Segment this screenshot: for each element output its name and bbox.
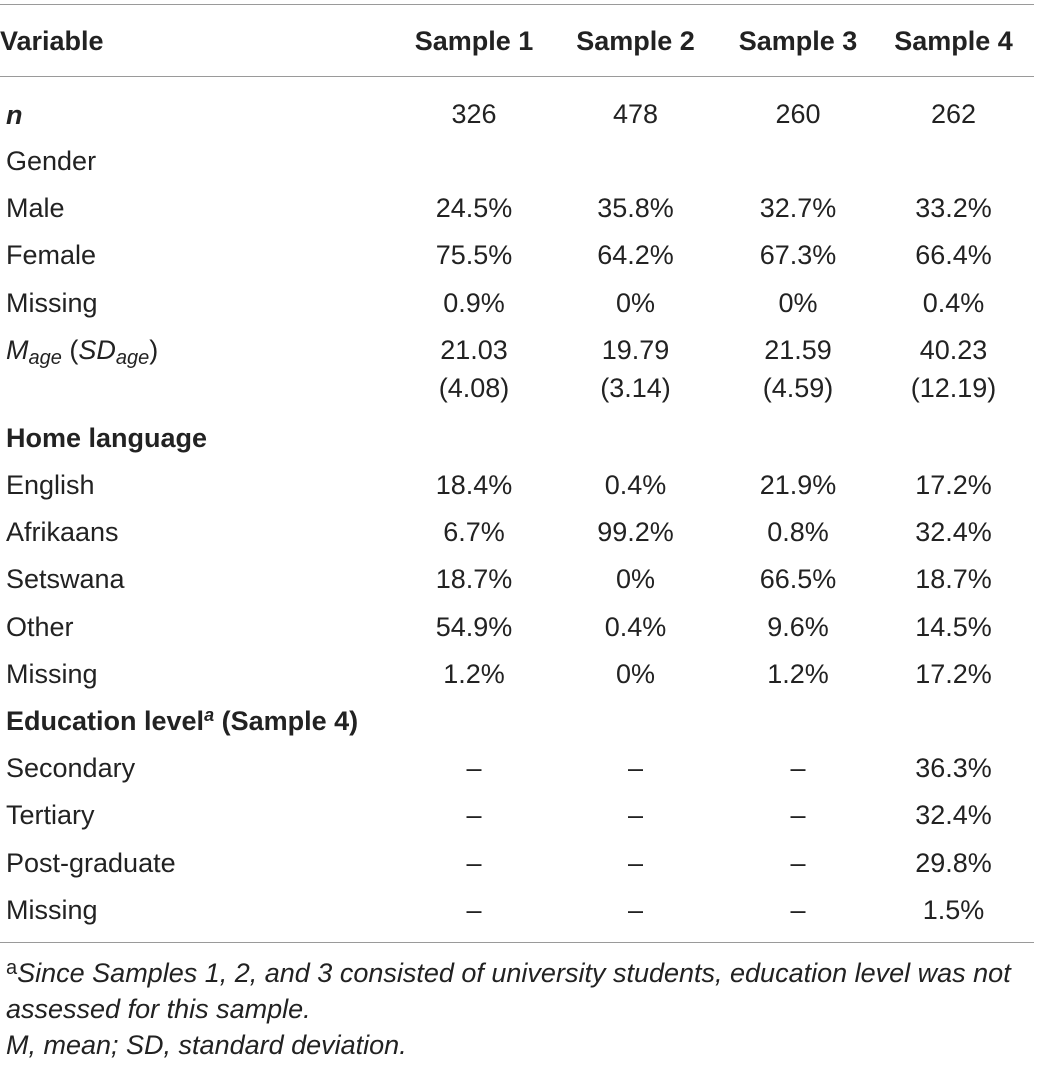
cell-value: 1.2% [767,658,829,689]
cell-value: – [466,894,482,925]
age-mean-value: 40.23 [919,334,988,365]
age-sd-value: (4.59) [762,372,834,403]
row-label: Secondary [6,753,136,784]
age-sd-subscript: age [115,346,150,369]
cell-value: 24.5% [435,193,513,224]
cell-value: 0% [615,658,656,689]
cell-value: – [790,894,806,925]
table-row [0,745,1034,792]
table-row [0,185,1034,232]
section-row-home-language [0,415,1034,462]
table-row [0,462,1034,509]
cell-value: 0% [615,564,656,595]
footnote-a-marker: a [6,957,18,979]
table-row [0,509,1034,556]
header-variable: Variable [0,26,104,56]
section-label-home-language: Home language [6,422,208,453]
table-row [0,792,1034,839]
table-row [0,840,1034,887]
cell-value: – [790,753,806,784]
section-row-education-level [0,698,1034,745]
age-mean-symbol: M [6,334,29,365]
cell-value: – [627,894,644,925]
cell-value: 0.9% [443,287,505,318]
age-mean-value: 21.59 [764,334,832,365]
header-sample-1: Sample 1 [414,26,534,56]
cell-value: 17.2% [915,470,992,501]
cell-value: 35.8% [597,193,674,224]
table-footnotes [6,955,1036,1063]
cell-value: 260 [775,99,821,129]
cell-value: 14.5% [915,611,992,642]
cell-value [548,327,723,415]
cell-value: 262 [930,99,977,129]
cell-value: 0.4% [604,611,667,642]
cell-value: 21.9% [759,470,837,501]
table-row [0,887,1034,934]
cell-value: – [466,847,482,878]
cell-value: 32.7% [759,193,837,224]
cell-value: 32.4% [915,517,992,548]
cell-value: 9.6% [767,611,829,642]
table-row-age [0,327,1034,415]
cell-value: 6.7% [443,517,505,548]
cell-value: 18.7% [435,564,513,595]
row-label: Setswana [6,564,125,595]
cell-value: 478 [612,99,659,129]
table-row [0,556,1034,603]
cell-value: – [627,753,644,784]
education-label-suffix: (Sample 4) [214,706,359,737]
cell-value: 1.2% [443,658,505,689]
row-label-age [0,327,400,415]
footnote-abbreviations: M, mean; SD, standard deviation. [6,1030,407,1060]
table-row [0,280,1034,327]
row-label: Missing [6,894,98,925]
row-label: Missing [6,658,98,689]
cell-value: 66.5% [759,564,837,595]
age-sd-value: (4.08) [438,372,510,403]
cell-value: 29.8% [915,847,992,878]
section-label-gender: Gender [6,146,97,176]
table-row [0,651,1034,698]
cell-value: 17.2% [915,658,992,689]
row-label-n: n [6,100,23,130]
cell-value: – [466,800,482,831]
cell-value: – [627,847,644,878]
cell-value: – [466,753,482,784]
table-bottom-rule [0,942,1034,943]
table-row-n [0,78,1034,138]
cell-value: 75.5% [435,240,513,271]
section-label-education-level [0,698,1034,745]
row-label: Female [6,240,97,271]
age-close-paren: ) [149,334,159,365]
cell-value: – [627,800,644,831]
cell-value: – [790,847,806,878]
row-label: English [6,470,95,501]
cell-value: 33.2% [915,193,992,224]
cell-value: 0% [615,287,656,318]
header-sample-2: Sample 2 [576,26,695,56]
cell-value: 54.9% [435,611,513,642]
cell-value: 326 [451,99,497,129]
cell-value: 36.3% [915,753,992,784]
cell-value: 1.5% [922,894,985,925]
education-label-text: Education level [6,706,205,737]
age-mean-value: 19.79 [601,334,670,365]
table-row [0,604,1034,651]
cell-value [400,327,548,415]
row-label: Male [6,193,65,224]
demographics-table [0,4,1034,934]
age-open-paren: ( [61,334,79,365]
cell-value: 0.4% [604,470,667,501]
row-label: Other [6,611,74,642]
age-mean-value: 21.03 [440,334,508,365]
cell-value [723,327,873,415]
cell-value: 0% [778,287,818,318]
cell-value: 66.4% [915,240,992,271]
table-row [0,232,1034,279]
cell-value [873,327,1034,415]
row-label: Afrikaans [6,517,119,548]
cell-value: 99.2% [597,517,674,548]
table-header-row [0,4,1034,78]
footnote-a-text: Since Samples 1, 2, and 3 consisted of university students, education level was not assessed for this sample. [6,958,1011,1024]
cell-value: – [790,800,806,831]
cell-value: 32.4% [915,800,992,831]
cell-value: 64.2% [597,240,674,271]
cell-value: 67.3% [759,240,837,271]
footnote-a [6,955,1036,1027]
cell-value: 0.4% [922,287,985,318]
age-sd-value: (12.19) [910,372,997,403]
age-sd-symbol: SD [78,334,116,365]
cell-value: 0.8% [767,517,829,548]
section-row-gender [0,138,1034,185]
row-label: Post-graduate [6,847,176,878]
row-label: Tertiary [6,800,95,831]
cell-value: 18.4% [435,470,513,501]
header-sample-4: Sample 4 [894,26,1013,56]
row-label: Missing [6,287,98,318]
header-sample-3: Sample 3 [738,26,858,56]
age-sd-value: (3.14) [600,372,671,403]
age-mean-subscript: age [28,346,62,369]
cell-value: 18.7% [915,564,992,595]
footnote-marker-a: a [204,705,215,726]
